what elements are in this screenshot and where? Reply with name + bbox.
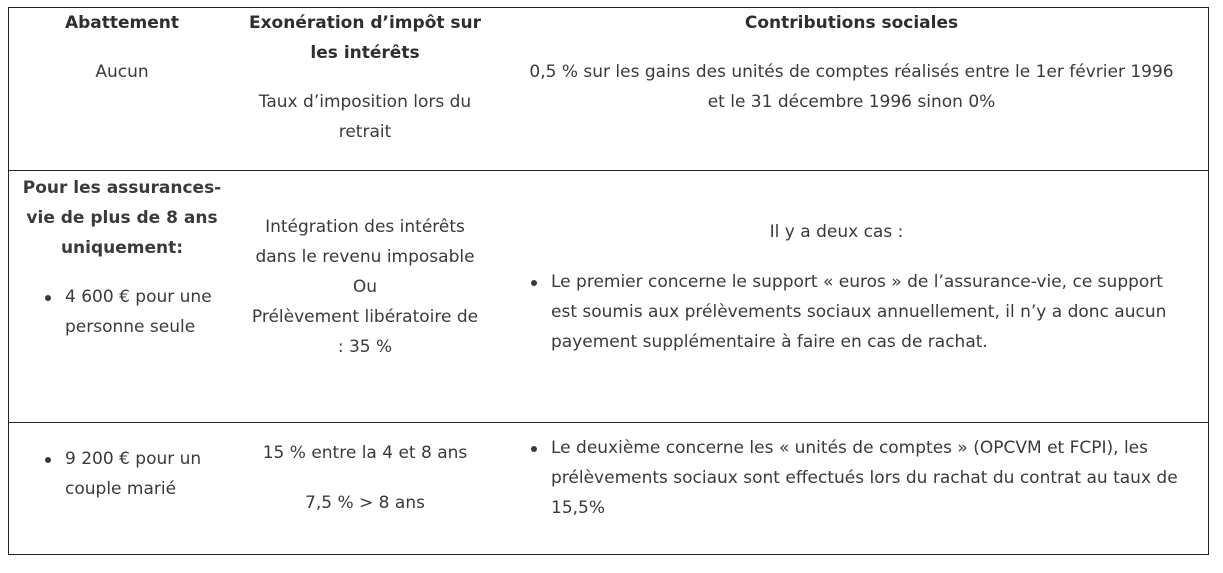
list-item: Le premier concerne le support « euros » de l’assurance-vie, ce support est soumis aux prélèvements sociaux annuellement, il n’y a donc aucun payement supplémentaire à faire en cas de rachat. [495, 267, 1178, 357]
table-cell [495, 171, 1209, 423]
table-cell [495, 423, 1209, 555]
table-cell [235, 423, 495, 555]
list-item: Le deuxième concerne les « unités de comptes » (OPCVM et FCPI), les prélèvements sociaux sont effectués lors du rachat du contrat au taux de 15,5% [495, 433, 1184, 523]
cell-heading: Pour les assurances-vie de plus de 8 ans uniquement: [22, 178, 222, 258]
cell-text: 7,5 % > 8 ans [305, 493, 425, 513]
list-item: 4 600 € pour une personne seule [9, 282, 223, 342]
table-row [9, 8, 1209, 171]
cell-text: Intégration des intérêts dans le revenu imposable [255, 217, 475, 267]
table-cell [9, 171, 236, 423]
cell-text: Aucun [95, 62, 149, 82]
header-abattement: Abattement [64, 13, 180, 33]
list-item: 9 200 € pour un couple marié [9, 444, 215, 504]
cell-text: Taux d’imposition lors du retrait [258, 92, 472, 142]
cell-text: Il y a deux cas : [769, 222, 904, 242]
table-cell [9, 423, 236, 555]
cell-text: Prélèvement libératoire de : 35 % [251, 307, 479, 357]
table-row [9, 423, 1209, 555]
header-contributions: Contributions sociales [744, 13, 959, 33]
cell-text: 15 % entre la 4 et 8 ans [262, 443, 468, 463]
tax-table [8, 7, 1209, 555]
table-row [9, 171, 1209, 423]
header-exoneration: Exonération d’impôt sur les intérêts [248, 13, 482, 63]
table-cell [235, 8, 495, 171]
cell-text: Ou [352, 277, 378, 297]
table-cell [9, 8, 236, 171]
table-cell [235, 171, 495, 423]
cell-text: 0,5 % sur les gains des unités de comptes réalisés entre le 1er février 1996 et le 31 décembre 1996 sinon 0% [529, 62, 1174, 112]
table-cell [495, 8, 1209, 171]
